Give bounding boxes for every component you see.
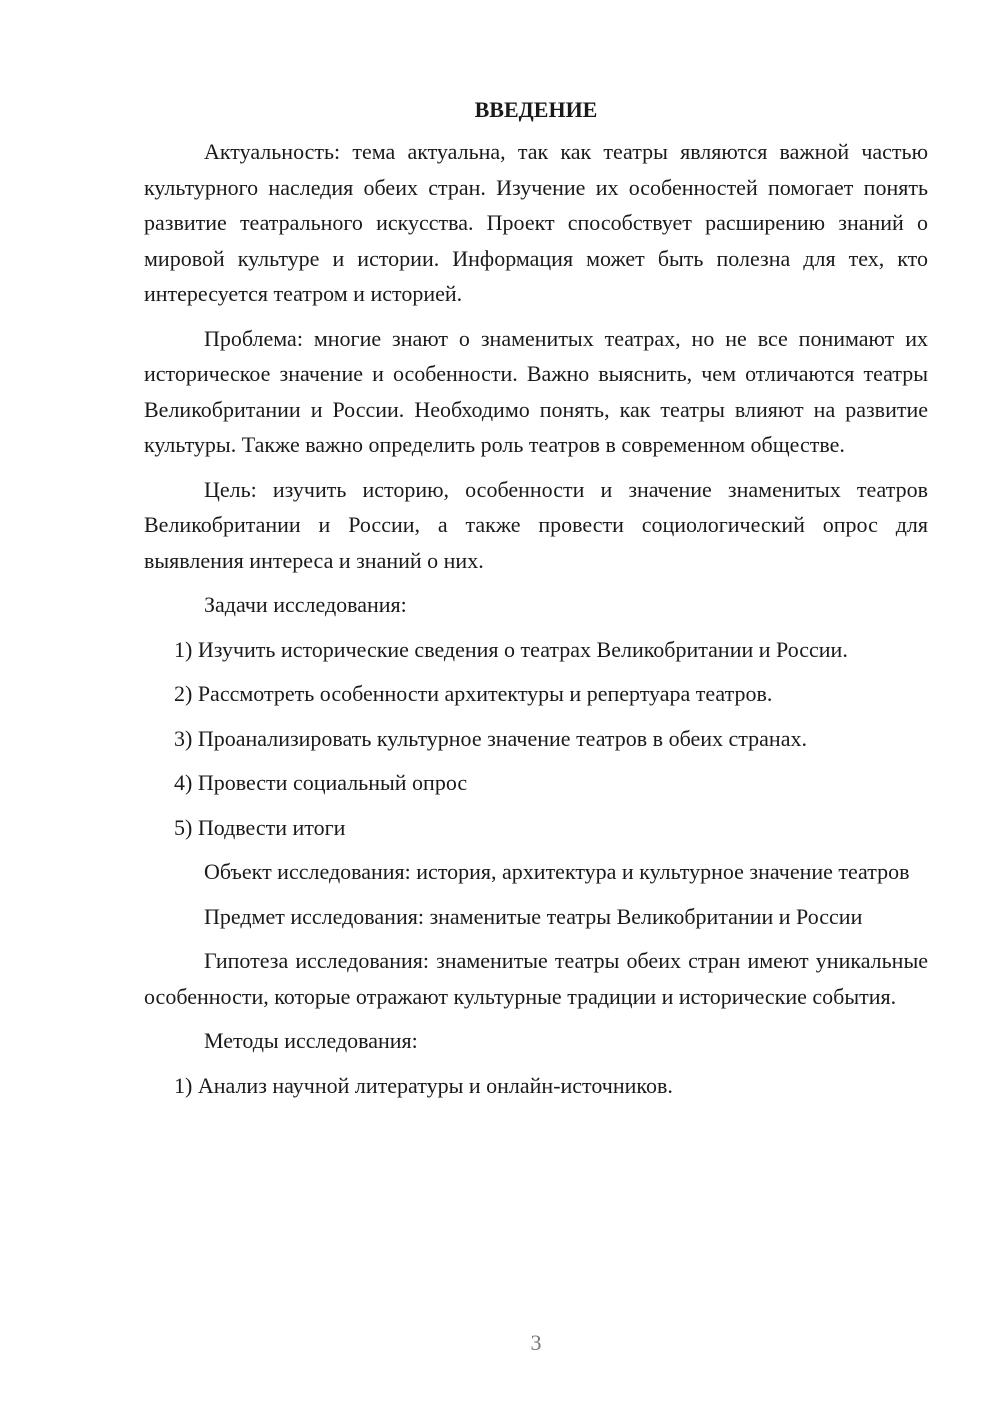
relevance-paragraph: Актуальность: тема актуальна, так как театры являются важной частью культурного наследия обеих стран. Изучение их особенностей помогает понять развитие театрального искусства. Проект способствует расширению знаний о мировой культуре и истории. Информация может быть полезна для тех, кто интересуется театром и историей. <box>144 139 928 306</box>
task-item: 1) Изучить исторические сведения о театрах Великобритании и России. <box>174 636 848 662</box>
goal-paragraph: Цель: изучить историю, особенности и значение знаменитых театров Великобритании и России, а также провести социологический опрос для выявления интереса и знаний о них. <box>144 476 928 573</box>
section-heading: ВВЕДЕНИЕ <box>474 97 598 122</box>
task-item: 4) Провести социальный опрос <box>174 770 468 795</box>
task-item: 5) Подвести итоги <box>174 814 346 840</box>
subject-paragraph: Предмет исследования: знаменитые театры Великобритании и России <box>204 903 863 929</box>
page-number: 3 <box>530 1330 542 1355</box>
problem-paragraph: Проблема: многие знают о знаменитых театрах, но не все понимают их историческое значение и особенности. Важно выяснить, чем отличаются театры Великобритании и России. Необходимо понять, как театры влияют на развитие культуры. Также важно определить роль театров в современном обществе. <box>144 325 928 457</box>
hypothesis-paragraph: Гипотеза исследования: знаменитые театры обеих стран имеют уникальные особенности, которые отражают культурные традиции и исторические события. <box>144 948 928 1009</box>
method-item: 1) Анализ научной литературы и онлайн-источников. <box>174 1072 673 1098</box>
task-item: 3) Проанализировать культурное значение театров в обеих странах. <box>174 725 807 751</box>
task-item: 2) Рассмотреть особенности архитектуры и репертуара театров. <box>174 681 773 706</box>
tasks-label: Задачи исследования: <box>204 592 407 617</box>
object-paragraph: Объект исследования: история, архитектура и культурное значение театров <box>204 859 910 884</box>
document-page <box>144 92 928 1112</box>
methods-label: Методы исследования: <box>204 1028 418 1053</box>
